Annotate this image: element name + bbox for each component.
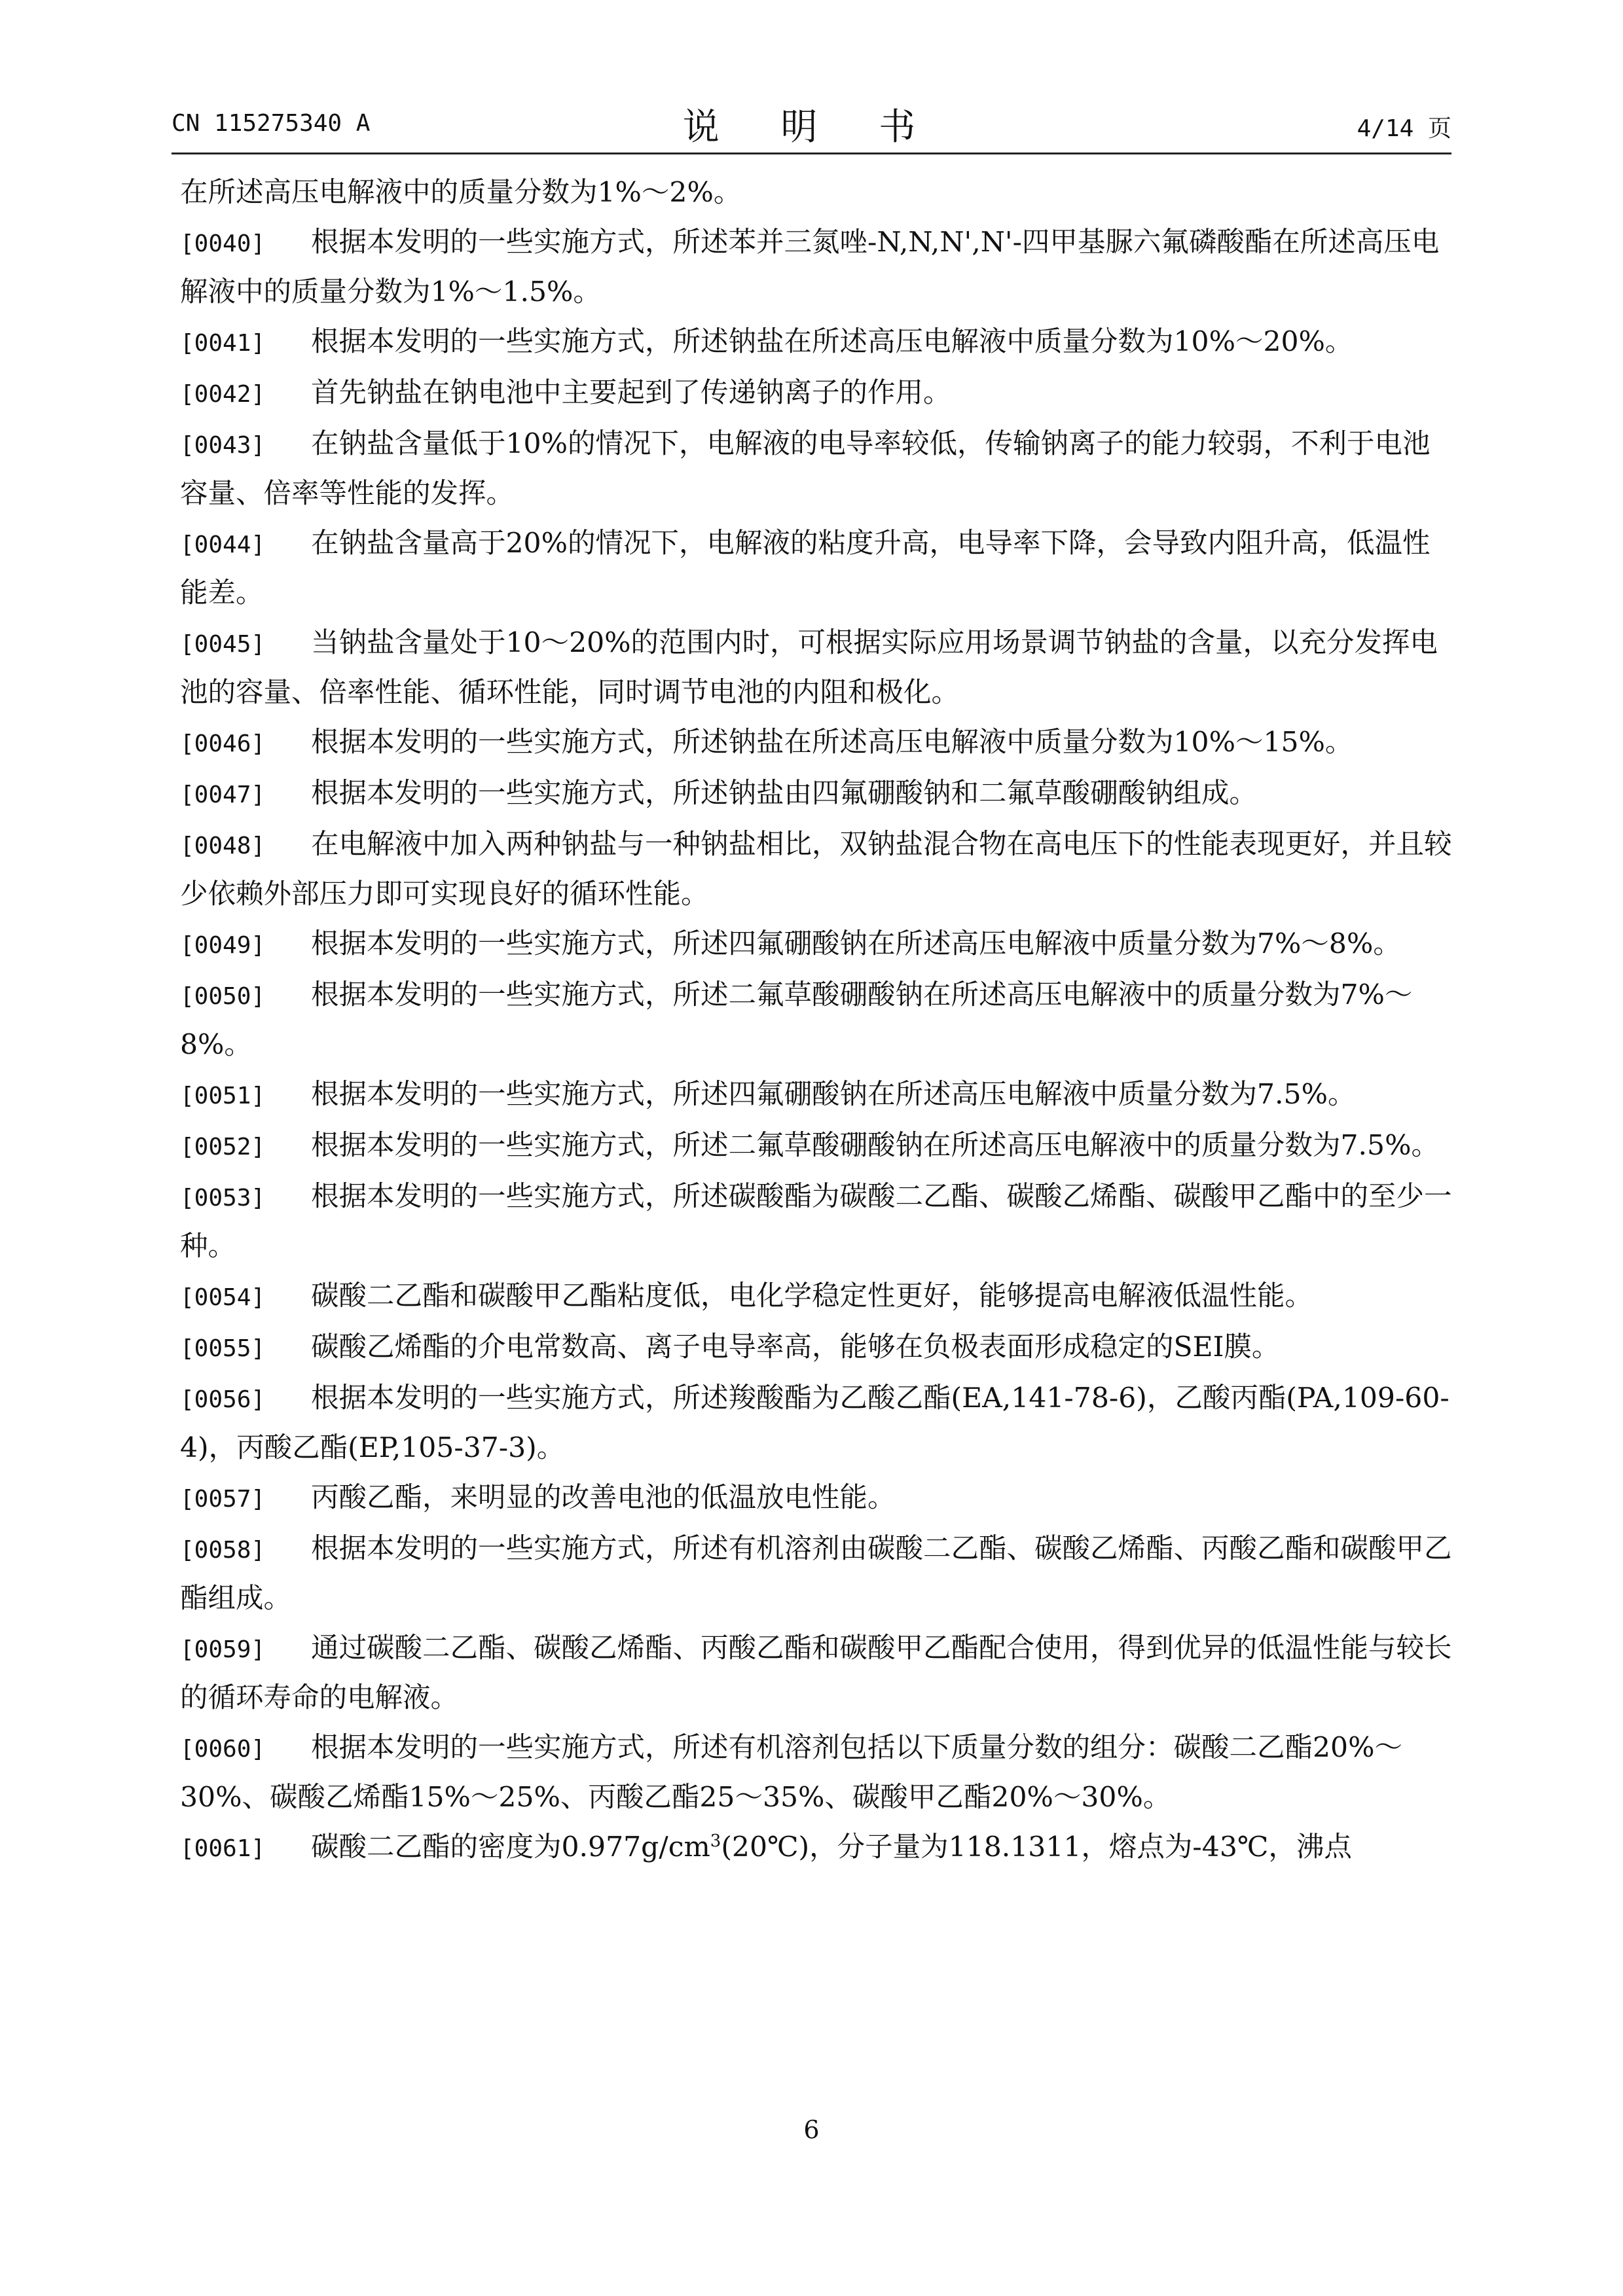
paragraph-text: 根据本发明的一些实施方式，所述碳酸酯为碳酸二乙酯、碳酸乙烯酯、碳酸甲乙酯中的至少一种。 xyxy=(180,1181,1452,1263)
paragraph xyxy=(180,1474,1453,1524)
paragraph-text: 当钠盐含量处于10～20%的范围内时，可根据实际应用场景调节钠盐的含量，以充分发挥电池的容量、倍率性能、循环性能，同时调节电池的内阻和极化。 xyxy=(180,627,1438,709)
paragraph-number: [0061] xyxy=(180,1835,266,1862)
paragraph-number: [0052] xyxy=(180,1134,266,1160)
paragraph-text: 根据本发明的一些实施方式，所述钠盐在所述高压电解液中质量分数为10%～20%。 xyxy=(311,326,1353,358)
paragraph-number: [0059] xyxy=(180,1636,266,1663)
paragraph-text: 碳酸二乙酯的密度为0.977g/cm xyxy=(311,1831,710,1863)
paragraph xyxy=(180,619,1453,717)
page-header xyxy=(172,98,1451,157)
paragraph-number: [0047] xyxy=(180,781,266,808)
paragraph-number: [0050] xyxy=(180,983,266,1010)
paragraph xyxy=(180,1272,1453,1322)
paragraph-number: [0058] xyxy=(180,1537,266,1564)
paragraph xyxy=(180,719,1453,768)
paragraph xyxy=(180,1724,1453,1822)
paragraph-text: 在钠盐含量低于10%的情况下，电解液的电导率较低，传输钠离子的能力较弱，不利于电池容量、倍率等性能的发挥。 xyxy=(180,428,1431,510)
paragraph-text-continued: (20℃)，分子量为118.1311，熔点为-43℃，沸点 xyxy=(721,1831,1352,1863)
header-divider xyxy=(172,152,1451,154)
page-number: 6 xyxy=(803,2115,820,2144)
paragraph xyxy=(180,219,1453,317)
superscript: 3 xyxy=(710,1831,721,1851)
paragraph-text: 根据本发明的一些实施方式，所述苯并三氮唑-N,N,N',N'-四甲基脲六氟磷酸酯在所述高压电解液中的质量分数为1%～1.5%。 xyxy=(180,226,1440,308)
paragraph xyxy=(180,1374,1453,1473)
paragraph xyxy=(180,1173,1453,1271)
paragraph-text: 根据本发明的一些实施方式，所述有机溶剂由碳酸二乙酯、碳酸乙烯酯、丙酸乙酯和碳酸甲乙酯组成。 xyxy=(180,1533,1452,1615)
paragraph-number: [0043] xyxy=(180,432,266,459)
paragraph-number: [0040] xyxy=(180,230,266,257)
document-id: CN 115275340 A xyxy=(172,110,371,137)
paragraph-number: [0048] xyxy=(180,833,266,859)
paragraph xyxy=(180,821,1453,919)
paragraph-text: 首先钠盐在钠电池中主要起到了传递钠离子的作用。 xyxy=(311,377,951,409)
paragraph xyxy=(180,520,1453,618)
paragraph xyxy=(180,1823,1453,1873)
paragraph-number: [0041] xyxy=(180,330,266,357)
paragraph-text: 根据本发明的一些实施方式，所述钠盐在所述高压电解液中质量分数为10%～15%。 xyxy=(311,726,1353,759)
paragraph-text: 根据本发明的一些实施方式，所述四氟硼酸钠在所述高压电解液中质量分数为7.5%。 xyxy=(311,1079,1356,1111)
paragraph xyxy=(180,318,1453,368)
paragraph-number: [0053] xyxy=(180,1185,266,1211)
paragraph-text: 根据本发明的一些实施方式，所述有机溶剂包括以下质量分数的组分：碳酸二乙酯20%～30%、碳酸乙烯酯15%～25%、丙酸乙酯25～35%、碳酸甲乙酯20%～30%。 xyxy=(180,1732,1402,1814)
paragraph-number: [0054] xyxy=(180,1284,266,1311)
paragraph-text: 碳酸二乙酯和碳酸甲乙酯粘度低，电化学稳定性更好，能够提高电解液低温性能。 xyxy=(311,1280,1313,1312)
paragraph xyxy=(180,770,1453,819)
paragraph-text: 根据本发明的一些实施方式，所述钠盐由四氟硼酸钠和二氟草酸硼酸钠组成。 xyxy=(311,778,1258,810)
paragraph xyxy=(180,369,1453,419)
paragraph xyxy=(180,920,1453,970)
paragraph-number: [0056] xyxy=(180,1386,266,1413)
paragraph-number: [0051] xyxy=(180,1083,266,1109)
paragraph-text: 在电解液中加入两种钠盐与一种钠盐相比，双钠盐混合物在高电压下的性能表现更好，并且较少依赖外部压力即可实现良好的循环性能。 xyxy=(180,829,1452,910)
paragraph-text: 根据本发明的一些实施方式，所述二氟草酸硼酸钠在所述高压电解液中的质量分数为7.5%。 xyxy=(311,1130,1439,1162)
paragraph-text: 通过碳酸二乙酯、碳酸乙烯酯、丙酸乙酯和碳酸甲乙酯配合使用，得到优异的低温性能与较长的循环寿命的电解液。 xyxy=(180,1632,1452,1714)
document-body xyxy=(180,169,1453,1874)
paragraph-text: 在所述高压电解液中的质量分数为1%～2%。 xyxy=(180,177,742,209)
paragraph-number: [0045] xyxy=(180,631,266,658)
paragraph xyxy=(180,1071,1453,1121)
paragraph-text: 丙酸乙酯，来明显的改善电池的低温放电性能。 xyxy=(311,1482,896,1514)
paragraph xyxy=(180,420,1453,518)
paragraph-number: [0046] xyxy=(180,730,266,757)
paragraph-number: [0057] xyxy=(180,1486,266,1513)
paragraph xyxy=(180,971,1453,1069)
paragraph-text: 在钠盐含量高于20%的情况下，电解液的粘度升高，电导率下降，会导致内阻升高，低温性能差。 xyxy=(180,528,1431,609)
paragraph xyxy=(180,1624,1453,1723)
paragraph xyxy=(180,169,1453,217)
paragraph-text: 根据本发明的一些实施方式，所述二氟草酸硼酸钠在所述高压电解液中的质量分数为7%～8%。 xyxy=(180,979,1413,1061)
paragraph-text: 根据本发明的一些实施方式，所述羧酸酯为乙酸乙酯(EA,141-78-6)，乙酸丙酯(PA,109-60-4)，丙酸乙酯(EP,105-37-3)。 xyxy=(180,1382,1450,1464)
document-title: 说 明 书 xyxy=(682,106,941,149)
paragraph xyxy=(180,1323,1453,1373)
paragraph-number: [0044] xyxy=(180,531,266,558)
paragraph-number: [0055] xyxy=(180,1335,266,1362)
paragraph-text: 碳酸乙烯酯的介电常数高、离子电导率高，能够在负极表面形成稳定的SEI膜。 xyxy=(311,1331,1280,1363)
paragraph-number: [0049] xyxy=(180,932,266,959)
paragraph-number: [0060] xyxy=(180,1736,266,1763)
page-info: 4/14 页 xyxy=(1357,115,1451,142)
paragraph-text: 根据本发明的一些实施方式，所述四氟硼酸钠在所述高压电解液中质量分数为7%～8%。 xyxy=(311,928,1401,960)
paragraph-number: [0042] xyxy=(180,381,266,408)
paragraph xyxy=(180,1122,1453,1172)
paragraph xyxy=(180,1525,1453,1623)
